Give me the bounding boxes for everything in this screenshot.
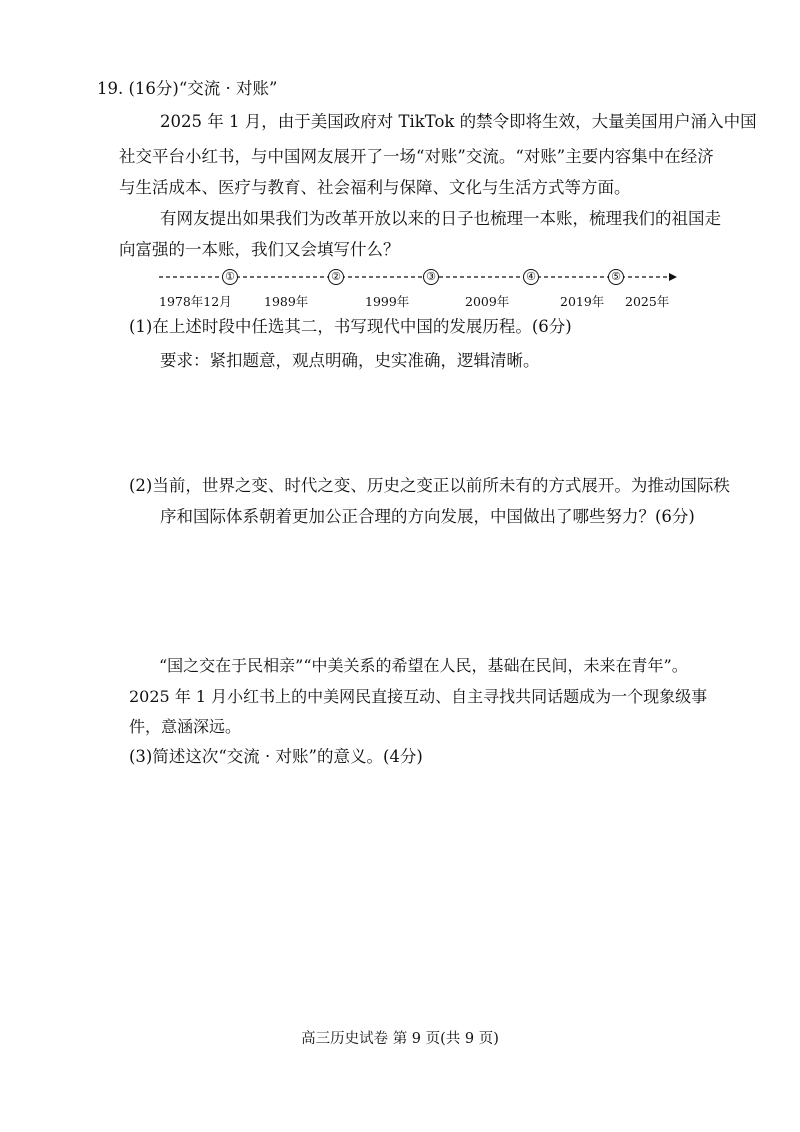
intro-line-2: 社交平台小红书，与中国网友展开了一场“对账”交流。“对账”主要内容集中在经济 — [119, 147, 714, 166]
timeline-year-1: 1978年12月 — [159, 294, 232, 309]
page-footer: 高三历史试卷 第 9 页(共 9 页) — [301, 1031, 499, 1047]
prompt-line-1: 有网友提出如果我们为改革开放以来的日子也梳理一本账，梳理我们的祖国走 — [160, 209, 721, 228]
timeline-node-1: ① — [222, 269, 238, 285]
material-line-2: 2025 年 1 月小红书上的中美网民直接互动、自主寻找共同话题成为一个现象级事 — [129, 687, 708, 706]
material-line-3: 件，意涵深远。 — [129, 717, 242, 736]
prompt-line-2: 向富强的一本账，我们又会填写什么？ — [119, 240, 400, 259]
timeline-node-4: ④ — [523, 269, 539, 285]
timeline-node-2: ② — [328, 269, 344, 285]
timeline-year-5: 2019年 — [560, 294, 605, 309]
intro-line-1: 2025 年 1 月，由于美国政府对 TikTok 的禁令即将生效，大量美国用户涌入中国 — [160, 112, 757, 131]
timeline — [159, 263, 685, 313]
timeline-node-3: ③ — [423, 269, 439, 285]
timeline-arrow-icon — [669, 273, 677, 281]
question-header: 19. (16分)“交流 · 对账” — [97, 79, 278, 98]
sub-question-1: (1)在上述时段中任选其二，书写现代中国的发展历程。(6分) — [129, 317, 572, 336]
sub-question-2-line-2: 序和国际体系朝着更加公正合理的方向发展，中国做出了哪些努力？(6分) — [160, 507, 695, 526]
sub-question-3: (3)简述这次“交流 · 对账”的意义。(4分) — [129, 747, 423, 766]
intro-line-3: 与生活成本、医疗与教育、社会福利与保障、文化与生活方式等方面。 — [119, 178, 631, 197]
sub-question-2-line-1: (2)当前，世界之变、时代之变、历史之变正以前所未有的方式展开。为推动国际秩 — [129, 476, 730, 495]
sub-question-1-requirement: 要求：紧扣题意，观点明确，史实准确，逻辑清晰。 — [160, 351, 540, 370]
timeline-year-4: 2009年 — [465, 294, 510, 309]
material-line-1: “国之交在于民相亲”“中美关系的希望在人民，基础在民间，未来在青年”。 — [159, 656, 688, 675]
timeline-year-2: 1989年 — [264, 294, 309, 309]
timeline-year-3: 1999年 — [365, 294, 410, 309]
timeline-year-6: 2025年 — [625, 294, 670, 309]
timeline-node-5: ⑤ — [608, 269, 624, 285]
